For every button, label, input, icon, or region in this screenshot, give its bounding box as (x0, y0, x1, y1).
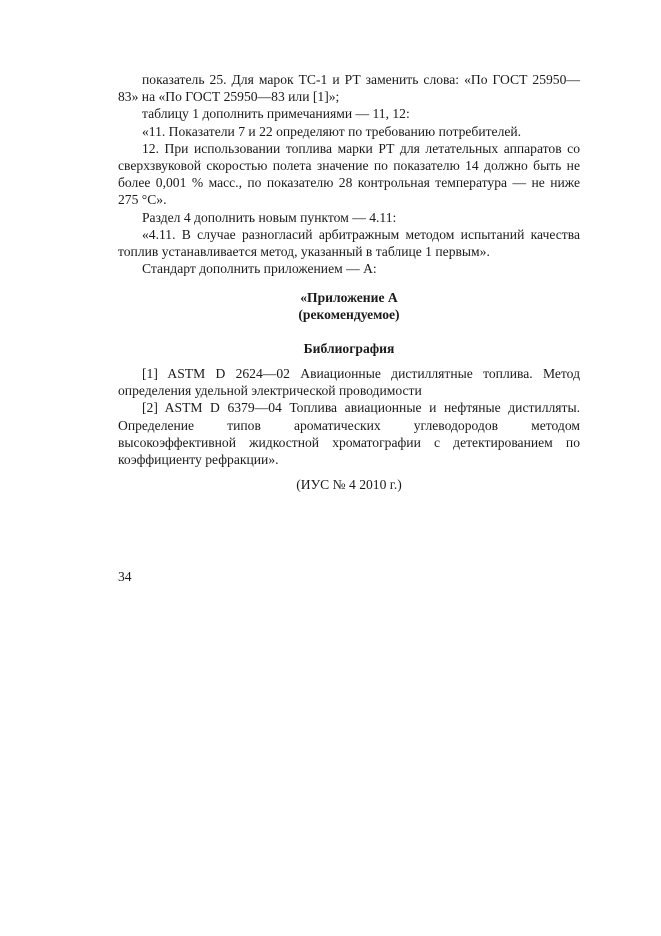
paragraph-clause-4-11: «4.11. В случае разногласий арбитражным методом испытаний качества топлив устанавливается метод, указанный в таблице 1 первым». (118, 226, 580, 260)
bibliography-title: Библиография (303, 341, 395, 356)
bibliography-entry: [2] ASTM D 6379—04 Топлива авиационные и нефтяные дистилляты. Определение типов ароматических углеводородов методом высокоэффективной жидкостной хроматографии с детектированием по коэффициенту рефракции». (118, 400, 580, 468)
appendix-title: «Приложение А (300, 290, 398, 305)
bibliography-list (118, 365, 580, 468)
paragraph-indicator-25: показатель 25. Для марок ТС-1 и РТ заменить слова: «По ГОСТ 25950—83» на «По ГОСТ 25950—83 или [1]»; (118, 72, 580, 105)
paragraph-appendix-add: Стандарт дополнить приложением — А: (142, 261, 377, 277)
amendment-text (118, 71, 580, 277)
paragraph-table-1-notes: таблицу 1 дополнить примечаниями — 11, 12: (142, 106, 410, 122)
paragraph-section-4: Раздел 4 дополнить новым пунктом — 4.11: (142, 209, 397, 225)
paragraph-note-12: 12. При использовании топлива марки РТ для летательных аппаратов со сверхзвуковой скоростью полета значение по показателю 14 должно быть не более 0,001 % масс., по показателю 28 контрольная температура — не ниже 275 °С». (118, 140, 580, 208)
page-number: 34 (118, 569, 132, 584)
appendix-subtitle: (рекомендуемое) (298, 307, 400, 322)
appendix-heading (118, 289, 580, 323)
bibliography-entry: [1] ASTM D 2624—02 Авиационные дистиллятные топлива. Метод определения удельной электрической проводимости (118, 366, 580, 399)
paragraph-note-11: «11. Показатели 7 и 22 определяют по требованию потребителей. (142, 123, 522, 139)
ius-reference: (ИУС № 4 2010 г.) (296, 477, 402, 492)
